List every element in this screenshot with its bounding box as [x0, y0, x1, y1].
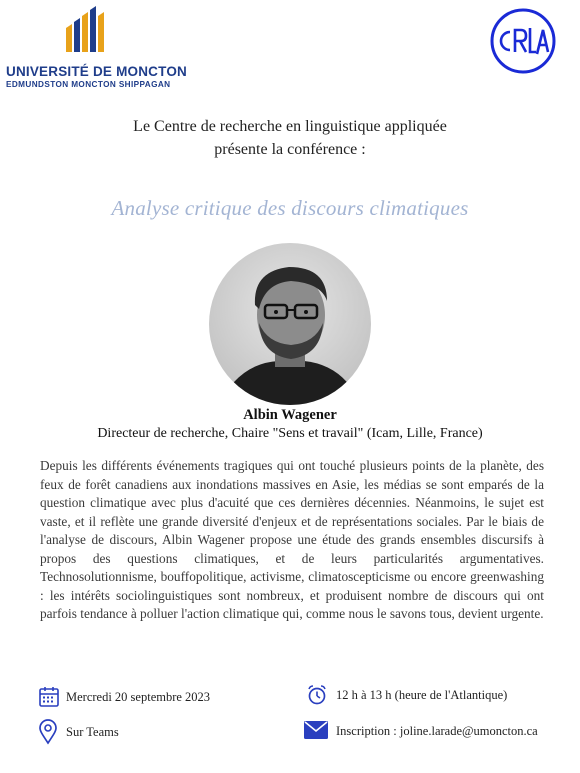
alarm-clock-icon	[306, 684, 328, 706]
event-time: 12 h à 13 h (heure de l'Atlantique)	[336, 688, 508, 702]
talk-description: Depuis les différents événements tragiques qui ont touché plusieurs points de la planète, des feux de forêt canadiens aux inondations massives en Asie, les médias se sont emparés de la question climatique avec plus d'acuité que ces dernières décennies. Néanmoins, le sujet est vaste, et il reflète une grande diversité d'enjeux et de représentations sociales. Par le biais de l'analyse de discours, Albin Wagener propose une étude des grands ensembles discursifs à propos des questions climatiques, et de leurs particularités argumentatives. Technosolutionnisme, bouffopolitique, activisme, climatoscepticisme ou encore greenwashing : les intérêts sociolinguistiques sont nombreux, et produisent nombre de discours qui ont parfois tendance à polluer l'action climatique qui, comme nous le savons tous, devient urgente.	[40, 458, 544, 621]
speaker-role: Directeur de recherche, Chaire "Sens et travail" (Icam, Lille, France)	[97, 426, 483, 441]
registration-email[interactable]: Inscription : joline.larade@umoncton.ca	[336, 724, 538, 738]
speaker-name: Albin Wagener	[243, 407, 337, 423]
university-campuses: EDMUNDSTON MONCTON SHIPPAGAN	[6, 80, 171, 89]
event-date: Mercredi 20 septembre 2023	[66, 690, 211, 704]
university-name: UNIVERSITÉ DE MONCTON	[6, 64, 187, 79]
university-logo-mark	[64, 6, 108, 52]
svg-text:CRLA: CRLA	[523, 68, 526, 69]
speaker-photo	[209, 243, 371, 405]
map-pin-icon	[37, 719, 59, 745]
intro-line-2: présente la conférence :	[214, 141, 366, 158]
talk-title: Analyse critique des discours climatiques	[111, 196, 469, 220]
event-location: Sur Teams	[66, 725, 119, 739]
envelope-icon	[304, 721, 328, 739]
intro-line-1: Le Centre de recherche en linguistique appliquée	[133, 118, 447, 135]
crla-logo	[490, 8, 556, 74]
calendar-icon	[38, 686, 60, 708]
